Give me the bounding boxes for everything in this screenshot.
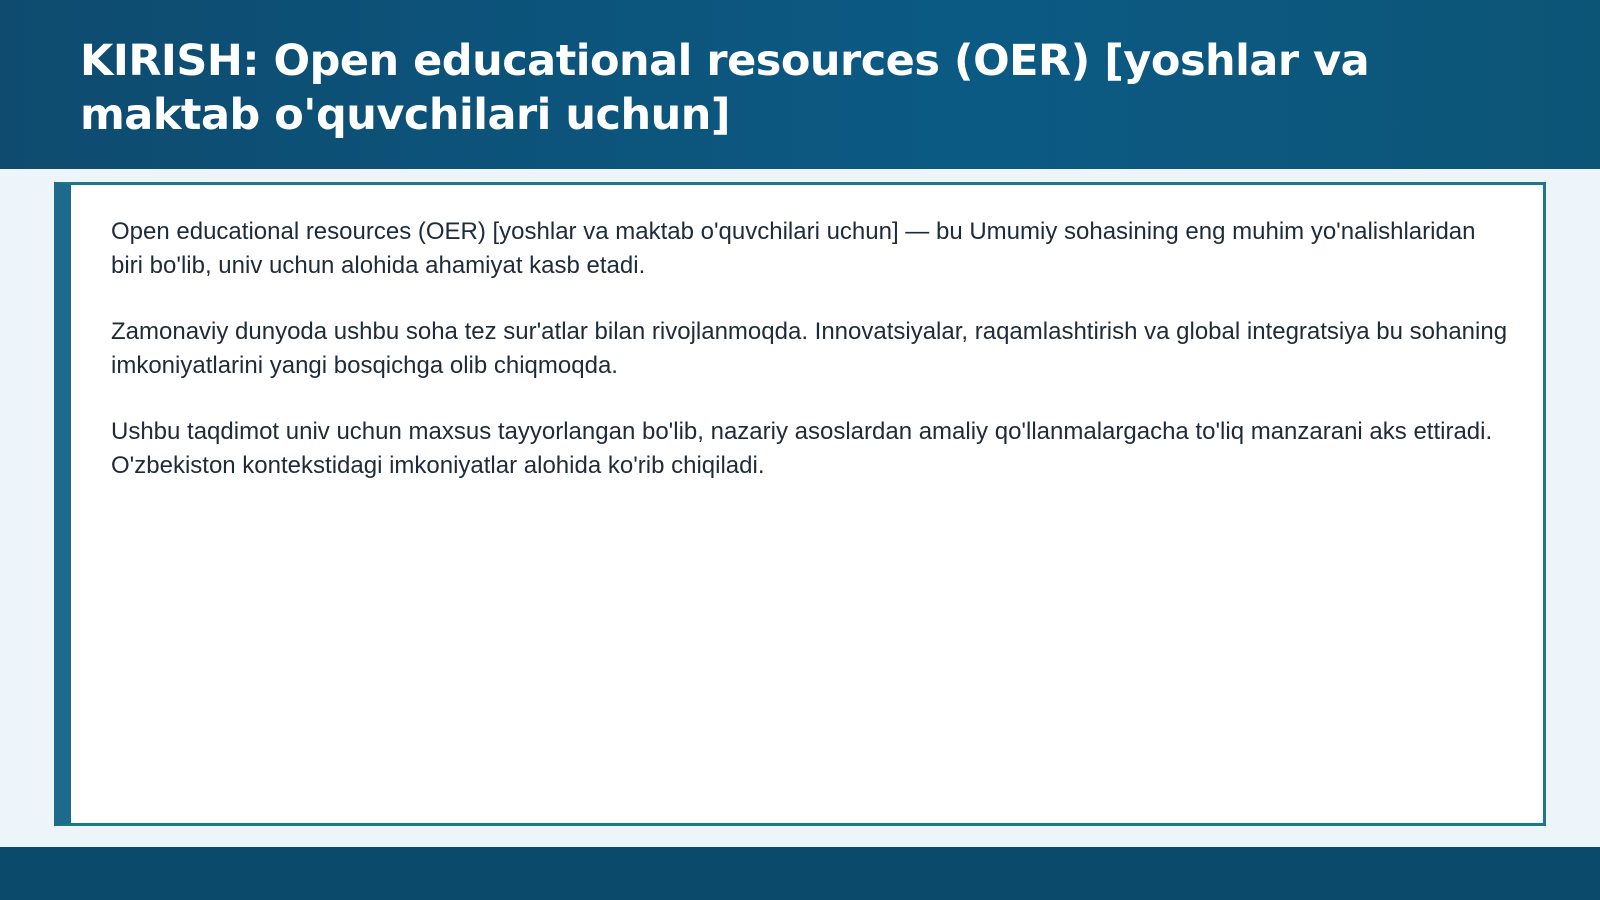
slide-header: [0, 0, 1600, 169]
paragraph-intro: Open educational resources (OER) [yoshlar va maktab o'quvchilari uchun] — bu Umumiy sohasining eng muhim yo'nalishlaridan biri bo'lib, univ uchun alohida ahamiyat kasb etadi.: [111, 218, 1476, 279]
slide-title: KIRISH: Open educational resources (OER) [yoshlar va maktab o'quvchilari uchun]: [80, 36, 1370, 140]
paragraph-modern-world: Zamonaviy dunyoda ushbu soha tez sur'atlar bilan rivojlanmoqda. Innovatsiyalar, raqamlashtirish va global integratsiya bu sohaning imkoniyatlarini yangi bosqichga olib chiqmoqda.: [111, 318, 1508, 379]
paragraph-presentation-purpose: Ushbu taqdimot univ uchun maxsus tayyorlangan bo'lib, nazariy asoslardan amaliy qo'llanmalargacha to'liq manzarani aks ettiradi. O'zbekiston kontekstidagi imkoniyatlar alohida ko'rib chiqiladi.: [111, 418, 1493, 479]
content-card: [54, 182, 1546, 826]
slide-footer: [0, 847, 1600, 900]
content-body: [111, 215, 1511, 515]
